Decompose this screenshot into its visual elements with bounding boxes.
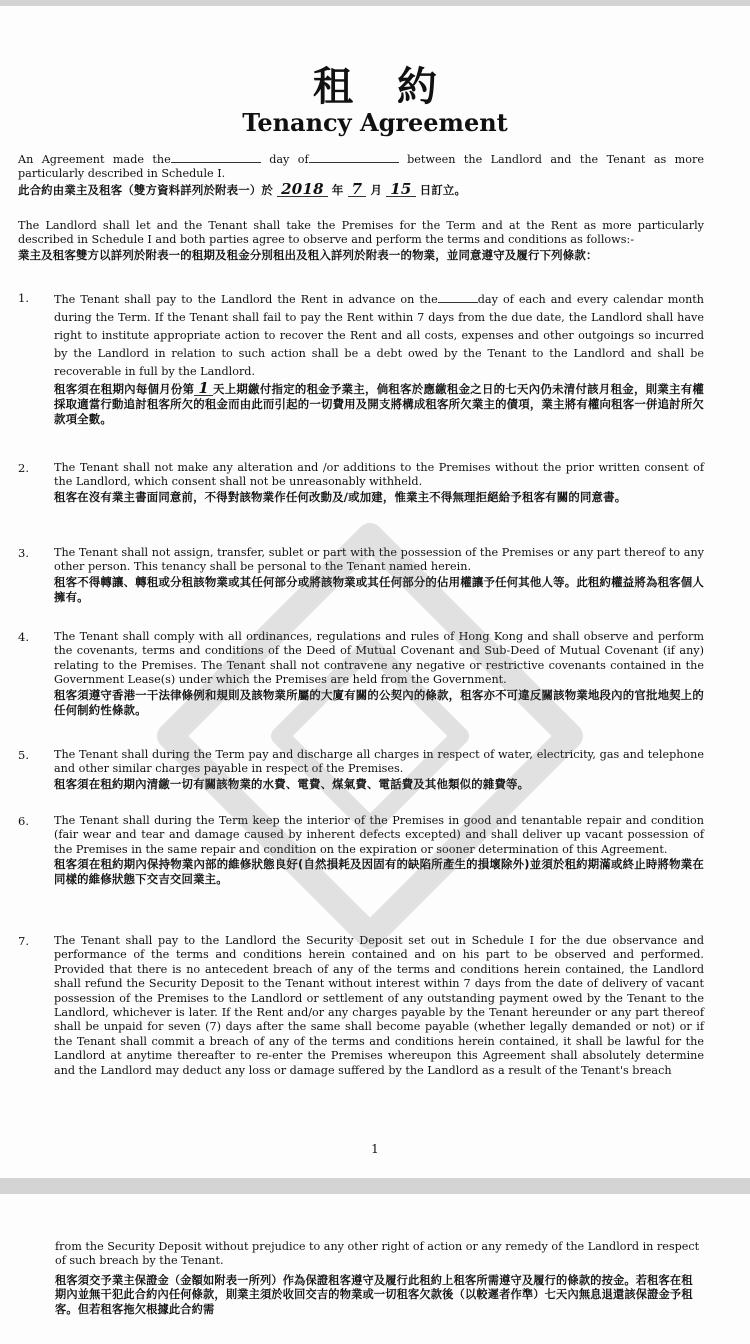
clause-2-english: The Tenant shall not make any alteration and /or additions to the Premises without the prior written consent of the Landlord, which consent shall not be unreasonably withheld.: [54, 461, 704, 489]
clause-number: 1.: [18, 291, 29, 305]
page-2-chinese: 租客須交予業主保證金（金額如附表一所列）作為保證租客遵守及履行此租約上租客所需遵守及履行的條款的按金。若租客在租期內並無干犯此合約內任何條款，則業主須於收回交吉的物業或一切租客欠款後（以較遲者作準）七天內無息退還該保證金予租客。但若租客拖欠根據此合約需: [55, 1274, 693, 1316]
clause-6-chinese: 租客須在租約期內保持物業內部的維修狀態良好(自然損耗及因固有的缺陷所產生的損壞除外)並須於租約期滿或終止時將物業在同樣的維修狀態下交吉交回業主。: [54, 857, 704, 887]
handwritten-year: 2018: [277, 182, 328, 197]
handwritten-rent-day: 1: [194, 381, 213, 396]
title-english: Tenancy Agreement: [242, 108, 508, 137]
clause-number: 7.: [18, 934, 29, 948]
preamble-chinese: 業主及租客雙方以詳列於附表一的租期及租金分別租出及租入詳列於附表一的物業，並同意遵守及履行下列條款：: [18, 247, 598, 262]
blank-month: [309, 152, 399, 163]
handwritten-day: 15: [386, 182, 415, 197]
clause-5-chinese: 租客須在租約期內清繳一切有關該物業的水費、電費、煤氣費、電話費及其他類似的雜費等。: [54, 776, 530, 791]
clause-5: [18, 748, 704, 792]
intro-english: An Agreement made the day of between the Landlord and the Tenant as more particularly described in Schedule I.: [18, 153, 704, 181]
clause-2-chinese: 租客在沒有業主書面同意前，不得對該物業作任何改動及/或加建，惟業主不得無理拒絕給予租客有關的同意書。: [54, 489, 627, 504]
page-number: 1: [371, 1142, 379, 1156]
clause-1: [18, 291, 704, 428]
clause-4-chinese: 租客須遵守香港一干法律條例和規則及該物業所屬的大廈有關的公契內的條款，租客亦不可違反關該物業地段內的官批地契上的任何制約性條款。: [54, 687, 704, 717]
clause-2: [18, 461, 704, 505]
clause-3-chinese: 租客不得轉讓、轉租或分租該物業或其任何部分或將該物業或其任何部分的佔用權讓予任何其他人等。此租約權益將為租客個人擁有。: [54, 574, 704, 605]
clause-3-english: The Tenant shall not assign, transfer, sublet or part with the possession of the Premises or any part thereof to any other person. This tenancy shall be personal to the Tenant named herein.: [54, 546, 704, 574]
clause-6-english: The Tenant shall during the Term keep the interior of the Premises in good and tenantable repair and condition (fair wear and tear and damage caused by inherent defects excepted) and shall deliver up vacant possession of the Premises in the same repair and condition on the expiration or sooner determination of this Agreement.: [54, 814, 704, 856]
title-chinese: 租約: [313, 64, 481, 110]
clause-4-english: The Tenant shall comply with all ordinances, regulations and rules of Hong Kong and shall observe and perform the covenants, terms and conditions of the Deed of Mutual Covenant and Sub-Deed of Mutual Covenant (if any) relating to the Premises. The Tenant shall not contravene any negative or restrictive covenants contained in the Government Lease(s) under which the Premises are held from the Government.: [54, 630, 704, 687]
clause-6: [18, 814, 704, 888]
blank-rent-day: [438, 292, 478, 303]
clause-1-english: The Tenant shall pay to the Landlord the Rent in advance on the day of each and every calendar month during the Term. If the Tenant shall fail to pay the Rent within 7 days from the due date, the Landlord shall have right to institute appropriate action to recover the Rent and all costs, expenses and other outgoings so incurred by the Landlord in relation to such action shall be a debt owed by the Tenant to the Landlord and shall be recoverable in full by the Landlord.: [54, 293, 704, 378]
clause-number: 6.: [18, 814, 29, 828]
clause-5-english: The Tenant shall during the Term pay and discharge all charges in respect of water, electricity, gas and telephone and other similar charges payable in respect of the Premises.: [54, 748, 704, 776]
intro-block: [18, 152, 704, 198]
clause-4: [18, 630, 704, 718]
handwritten-month: 7: [348, 182, 367, 197]
document-page-2: [0, 1194, 750, 1344]
clause-number: 4.: [18, 630, 29, 644]
clause-1-chinese: 租客須在租期內每個月份第 1 天上期繳付指定的租金予業主，倘租客於應繳租金之日的七天內仍未清付該月租金，則業主有權採取適當行動追討租客所欠的租金而由此而引起的一切費用及開支將構成租客所欠業主的債項，業主將有權向租客一併追討所欠款項全數。: [54, 379, 705, 427]
clause-7-english: The Tenant shall pay to the Landlord the Security Deposit set out in Schedule I for the due observance and performance of the terms and conditions herein contained and on his part to be observed and performed. Provided that there is no antecedent breach of any of the terms and conditions herein contained, the Landlord shall refund the Security Deposit to the Tenant without interest within 7 days from the date of delivery of vacant possession of the Premises to the Landlord or settlement of any outstanding payment owed by the Tenant to the Landlord, whichever is later. If the Rent and/or any charges payable by the Tenant hereunder or any part thereof shall be unpaid for seven (7) days after the same shall become payable (whether legally demanded or not) or if the Tenant shall commit a breach of any of the terms and conditions herein contained, it shall be lawful for the Landlord at anytime thereafter to re-enter the Premises whereupon this Agreement shall absolutely determine and the Landlord may deduct any loss or damage suffered by the Landlord as a result of the Tenant's breach: [54, 934, 704, 1077]
preamble: [18, 219, 704, 263]
clause-number: 2.: [18, 461, 29, 475]
preamble-english: The Landlord shall let and the Tenant shall take the Premises for the Term and at the Rent as more particularly described in Schedule I and both parties agree to observe and perform the terms and conditions as follows:-: [18, 219, 704, 247]
page-2-english: from the Security Deposit without prejudice to any other right of action or any remedy of the Landlord in respect of such breach by the Tenant.: [55, 1240, 700, 1268]
clause-number: 3.: [18, 546, 29, 560]
clause-number: 5.: [18, 748, 29, 762]
document-page-1: [0, 6, 750, 1178]
clause-7: [18, 934, 704, 1078]
clause-3: [18, 546, 704, 605]
intro-chinese: 此合約由業主及租客（雙方資料詳列於附表一）於 2018 年 7 月 15 日訂立。: [18, 179, 467, 198]
blank-day: [171, 152, 261, 163]
